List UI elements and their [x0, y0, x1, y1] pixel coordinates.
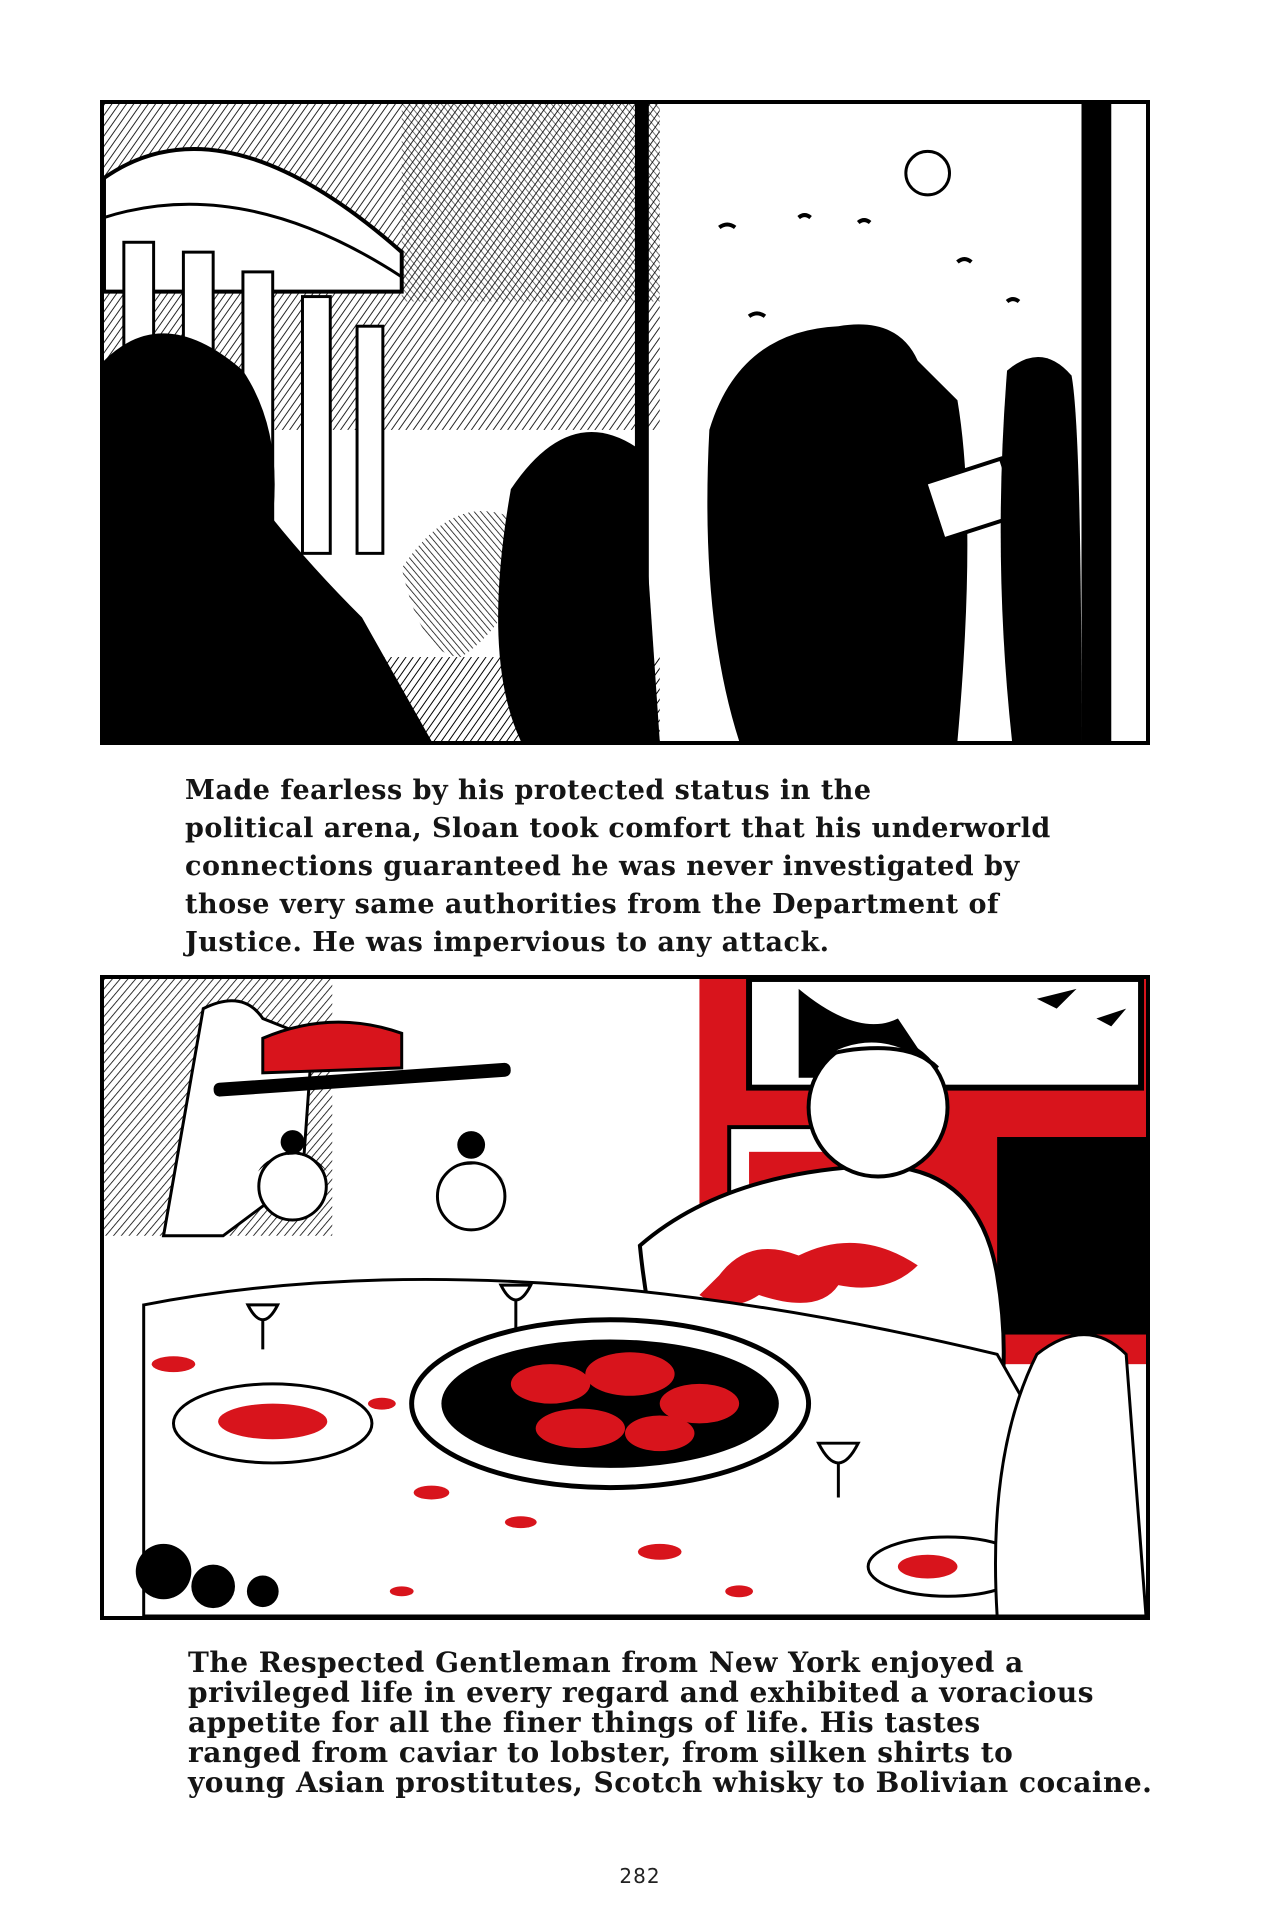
- caption-line: ranged from caviar to lobster, from silken shirts to: [188, 1736, 1014, 1769]
- panel-illustration-capitol: [104, 104, 1146, 741]
- comic-panel-capitol-night: [100, 100, 1150, 745]
- caption-line: young Asian prostitutes, Scotch whisky to Bolivian cocaine.: [188, 1766, 1153, 1799]
- figure-large-man: [707, 324, 967, 741]
- moon: [906, 151, 950, 194]
- caption-line: appetite for all the finer things of life. His tastes: [188, 1706, 981, 1739]
- caption-line: those very same authorities from the Department of: [185, 889, 1000, 920]
- page-number: 282: [619, 1864, 661, 1888]
- caption-line: Justice. He was impervious to any attack.: [185, 927, 830, 958]
- comic-panel-banquet: [100, 975, 1150, 1620]
- panel-illustration-banquet: [104, 979, 1146, 1616]
- caption-line: The Respected Gentleman from New York enjoyed a: [188, 1646, 1024, 1679]
- caption-top: [185, 772, 1085, 962]
- caption-line: connections guaranteed he was never investigated by: [185, 851, 1020, 882]
- caption-line: privileged life in every regard and exhibited a voracious: [188, 1676, 1095, 1709]
- caption-line: Made fearless by his protected status in the: [185, 775, 872, 806]
- caption-bottom: [188, 1646, 1153, 1799]
- figure-companion: [1001, 357, 1082, 741]
- caption-line: political arena, Sloan took comfort that his underworld: [185, 813, 1051, 844]
